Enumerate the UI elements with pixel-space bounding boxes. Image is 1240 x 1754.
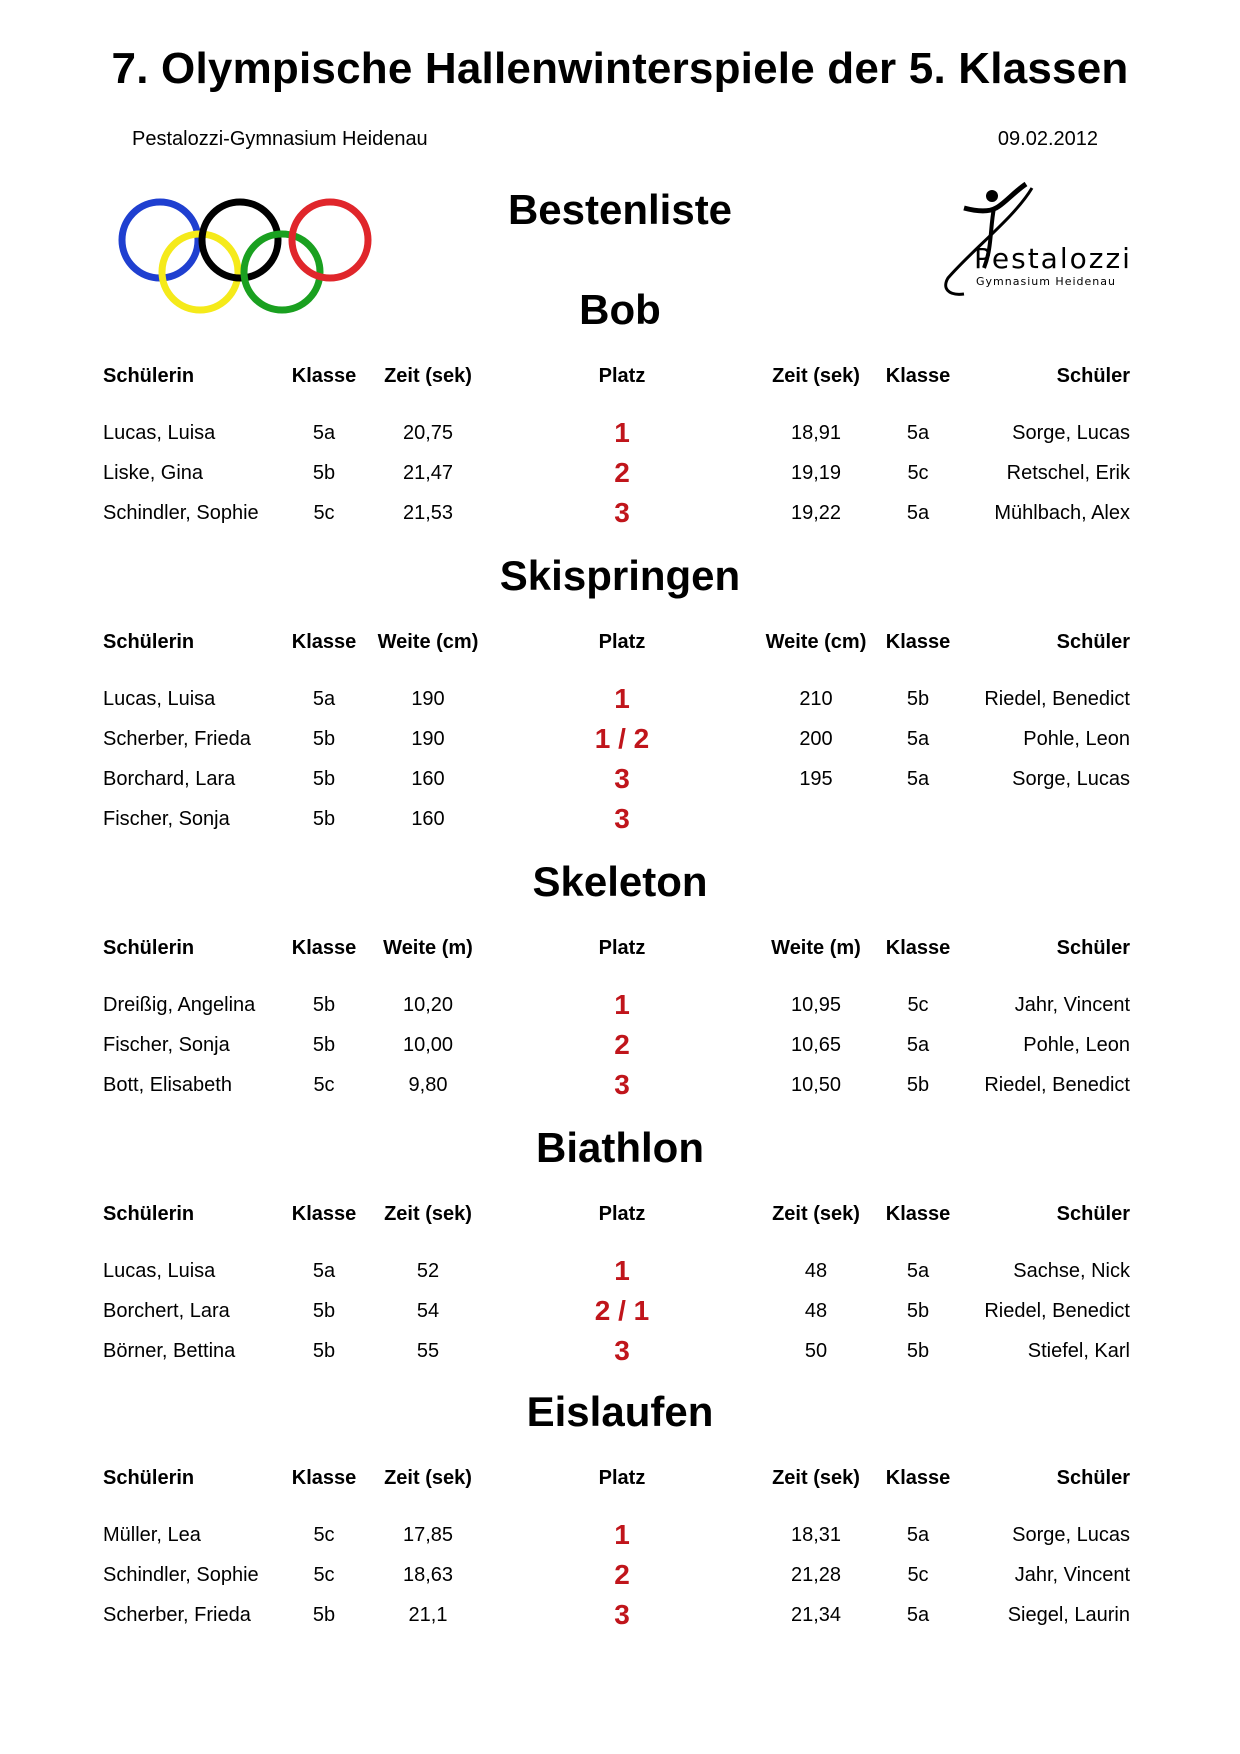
cell-class-girl: 5b <box>312 1604 336 1626</box>
cell-class-girl: 5b <box>312 994 336 1016</box>
header-value-girl: Weite (cm) <box>377 631 479 653</box>
header-class-girl: Klasse <box>291 937 357 959</box>
cell-value-girl: 9,80 <box>408 1074 448 1096</box>
cell-name-girl: Fischer, Sonja <box>103 1034 230 1056</box>
section-title: Bob <box>579 286 661 333</box>
cell-value-boy: 19,22 <box>790 502 842 524</box>
header-class-boy: Klasse <box>885 365 951 387</box>
cell-class-boy: 5a <box>906 768 930 790</box>
header-name-girl: Schülerin <box>103 937 195 959</box>
header-value-boy: Zeit (sek) <box>772 1203 860 1225</box>
cell-name-boy: Riedel, Benedict <box>984 1300 1130 1322</box>
cell-class-boy: 5a <box>906 1260 930 1282</box>
cell-class-girl: 5b <box>312 1300 336 1322</box>
cell-value-girl: 160 <box>411 768 445 790</box>
cell-value-girl: 10,00 <box>402 1034 454 1056</box>
school-name: Pestalozzi-Gymnasium Heidenau <box>132 128 428 150</box>
cell-place: 3 <box>614 763 630 794</box>
table-row <box>0 683 1240 714</box>
cell-class-girl: 5b <box>312 768 336 790</box>
header-place: Platz <box>598 631 646 653</box>
header-name-boy: Schüler <box>1056 631 1130 653</box>
cell-value-girl: 55 <box>416 1340 440 1362</box>
header-value-girl: Weite (m) <box>383 937 473 959</box>
cell-class-boy: 5c <box>907 994 929 1016</box>
cell-place: 1 <box>614 683 630 714</box>
cell-value-boy: 200 <box>799 728 833 750</box>
header-value-boy: Zeit (sek) <box>772 365 860 387</box>
cell-name-boy: Riedel, Benedict <box>984 1074 1130 1096</box>
table-header <box>0 629 1240 655</box>
cell-name-girl: Fischer, Sonja <box>103 808 230 830</box>
cell-value-boy: 10,95 <box>790 994 842 1016</box>
cell-name-boy: Retschel, Erik <box>1006 462 1130 484</box>
table-header <box>0 1201 1240 1227</box>
cell-class-boy: 5b <box>906 1074 930 1096</box>
cell-place: 1 / 2 <box>594 723 650 754</box>
cell-name-girl: Schindler, Sophie <box>103 502 259 524</box>
header-class-girl: Klasse <box>291 365 357 387</box>
cell-value-boy: 18,91 <box>790 422 842 444</box>
table-row <box>0 1559 1240 1590</box>
cell-name-boy: Pohle, Leon <box>1023 1034 1130 1056</box>
cell-name-boy: Sorge, Lucas <box>1012 768 1130 790</box>
cell-class-boy: 5a <box>906 728 930 750</box>
table-row <box>0 1295 1240 1326</box>
cell-name-girl: Lucas, Luisa <box>103 1260 216 1282</box>
cell-value-boy: 48 <box>804 1300 828 1322</box>
header-name-girl: Schülerin <box>103 1467 195 1489</box>
cell-place: 3 <box>614 1069 630 1100</box>
cell-name-boy: Pohle, Leon <box>1023 728 1130 750</box>
header-name-girl: Schülerin <box>103 631 195 653</box>
table-row <box>0 1069 1240 1100</box>
cell-name-girl: Bott, Elisabeth <box>103 1074 232 1096</box>
cell-name-girl: Borchard, Lara <box>103 768 236 790</box>
cell-place: 3 <box>614 1335 630 1366</box>
header-class-girl: Klasse <box>291 1203 357 1225</box>
cell-name-girl: Scherber, Frieda <box>103 728 251 750</box>
header-class-boy: Klasse <box>885 631 951 653</box>
cell-place: 1 <box>614 1255 630 1286</box>
header-name-boy: Schüler <box>1056 937 1130 959</box>
cell-class-boy: 5a <box>906 1034 930 1056</box>
cell-value-girl: 190 <box>411 688 445 710</box>
section-title: Skispringen <box>499 552 741 599</box>
table-header <box>0 363 1240 389</box>
cell-name-girl: Börner, Bettina <box>103 1340 236 1362</box>
header-value-boy: Zeit (sek) <box>772 1467 860 1489</box>
cell-value-boy: 10,50 <box>790 1074 842 1096</box>
cell-class-girl: 5a <box>312 688 336 710</box>
event-date: 09.02.2012 <box>997 128 1098 150</box>
header-value-girl: Zeit (sek) <box>384 1467 472 1489</box>
cell-class-girl: 5b <box>312 1034 336 1056</box>
cell-place: 1 <box>614 417 630 448</box>
cell-name-girl: Dreißig, Angelina <box>103 994 256 1016</box>
table-row <box>0 497 1240 528</box>
header-value-boy: Weite (cm) <box>765 631 867 653</box>
cell-class-girl: 5a <box>312 422 336 444</box>
cell-name-girl: Schindler, Sophie <box>103 1564 259 1586</box>
header-name-girl: Schülerin <box>103 1203 195 1225</box>
cell-value-girl: 10,20 <box>402 994 454 1016</box>
cell-name-boy: Sorge, Lucas <box>1012 1524 1130 1546</box>
cell-value-boy: 18,31 <box>790 1524 842 1546</box>
table-header <box>0 935 1240 961</box>
table-row <box>0 457 1240 488</box>
cell-value-boy: 10,65 <box>790 1034 842 1056</box>
header-place: Platz <box>598 1467 646 1489</box>
cell-class-boy: 5a <box>906 502 930 524</box>
cell-class-boy: 5c <box>907 462 929 484</box>
header-name-boy: Schüler <box>1056 1203 1130 1225</box>
cell-name-boy: Riedel, Benedict <box>984 688 1130 710</box>
logo-subtitle: Gymnasium Heidenau <box>976 275 1116 288</box>
cell-class-boy: 5c <box>907 1564 929 1586</box>
cell-value-girl: 21,1 <box>408 1604 448 1626</box>
cell-name-girl: Lucas, Luisa <box>103 688 216 710</box>
cell-name-girl: Müller, Lea <box>103 1524 201 1546</box>
cell-class-girl: 5c <box>313 502 335 524</box>
cell-value-girl: 20,75 <box>402 422 454 444</box>
header-name-girl: Schülerin <box>103 365 195 387</box>
table-row <box>0 803 1240 834</box>
header-value-boy: Weite (m) <box>771 937 861 959</box>
cell-class-boy: 5a <box>906 1604 930 1626</box>
cell-name-boy: Mühlbach, Alex <box>994 502 1130 524</box>
header-place: Platz <box>598 365 646 387</box>
header-class-girl: Klasse <box>291 631 357 653</box>
cell-class-girl: 5b <box>312 462 336 484</box>
cell-place: 1 <box>614 1519 630 1550</box>
cell-class-girl: 5c <box>313 1564 335 1586</box>
cell-place: 3 <box>614 803 630 834</box>
cell-class-girl: 5b <box>312 808 336 830</box>
cell-value-boy: 48 <box>804 1260 828 1282</box>
cell-value-girl: 52 <box>416 1260 440 1282</box>
list-title: Bestenliste <box>507 186 733 233</box>
table-row <box>0 1599 1240 1630</box>
cell-place: 2 <box>614 1559 630 1590</box>
cell-place: 3 <box>614 497 630 528</box>
cell-place: 2 <box>614 1029 630 1060</box>
cell-value-boy: 195 <box>799 768 833 790</box>
cell-class-girl: 5c <box>313 1074 335 1096</box>
table-row <box>0 1519 1240 1550</box>
table-row <box>0 1335 1240 1366</box>
cell-class-boy: 5b <box>906 688 930 710</box>
cell-name-girl: Borchert, Lara <box>103 1300 230 1322</box>
cell-value-girl: 18,63 <box>402 1564 454 1586</box>
section-title: Biathlon <box>536 1124 704 1171</box>
header-class-boy: Klasse <box>885 937 951 959</box>
cell-class-boy: 5a <box>906 422 930 444</box>
cell-value-girl: 21,53 <box>402 502 454 524</box>
header-name-boy: Schüler <box>1056 1467 1130 1489</box>
cell-name-boy: Sorge, Lucas <box>1012 422 1130 444</box>
header-place: Platz <box>598 1203 646 1225</box>
cell-class-girl: 5a <box>312 1260 336 1282</box>
cell-value-girl: 54 <box>416 1300 440 1322</box>
header-name-boy: Schüler <box>1056 365 1130 387</box>
cell-value-boy: 210 <box>799 688 833 710</box>
header-class-girl: Klasse <box>291 1467 357 1489</box>
cell-name-boy: Jahr, Vincent <box>1014 994 1130 1016</box>
section-title: Eislaufen <box>526 1388 714 1435</box>
table-row <box>0 763 1240 794</box>
header-value-girl: Zeit (sek) <box>384 1203 472 1225</box>
table-row <box>0 723 1240 754</box>
section-title: Skeleton <box>532 858 708 905</box>
cell-value-boy: 50 <box>804 1340 828 1362</box>
table-header <box>0 1465 1240 1491</box>
table-row <box>0 1029 1240 1060</box>
cell-name-girl: Scherber, Frieda <box>103 1604 251 1626</box>
table-row <box>0 417 1240 448</box>
header-class-boy: Klasse <box>885 1467 951 1489</box>
cell-value-boy: 21,34 <box>790 1604 842 1626</box>
cell-class-girl: 5b <box>312 728 336 750</box>
cell-class-boy: 5b <box>906 1340 930 1362</box>
cell-place: 1 <box>614 989 630 1020</box>
header-value-girl: Zeit (sek) <box>384 365 472 387</box>
cell-name-girl: Liske, Gina <box>103 462 204 484</box>
cell-value-girl: 190 <box>411 728 445 750</box>
cell-place: 2 <box>614 457 630 488</box>
cell-value-boy: 21,28 <box>790 1564 842 1586</box>
cell-class-girl: 5c <box>313 1524 335 1546</box>
header-place: Platz <box>598 937 646 959</box>
cell-place: 3 <box>614 1599 630 1630</box>
cell-name-boy: Sachse, Nick <box>1013 1260 1130 1282</box>
cell-value-girl: 17,85 <box>402 1524 454 1546</box>
cell-value-girl: 160 <box>411 808 445 830</box>
cell-name-boy: Siegel, Laurin <box>1007 1604 1130 1626</box>
cell-class-boy: 5b <box>906 1300 930 1322</box>
table-row <box>0 1255 1240 1286</box>
header-class-boy: Klasse <box>885 1203 951 1225</box>
table-row <box>0 989 1240 1020</box>
page-title: 7. Olympische Hallenwinterspiele der 5. Klassen <box>111 44 1129 93</box>
cell-value-girl: 21,47 <box>402 462 454 484</box>
cell-class-boy: 5a <box>906 1524 930 1546</box>
cell-place: 2 / 1 <box>594 1295 650 1326</box>
cell-name-boy: Stiefel, Karl <box>1027 1340 1130 1362</box>
cell-name-girl: Lucas, Luisa <box>103 422 216 444</box>
cell-value-boy: 19,19 <box>790 462 842 484</box>
cell-class-girl: 5b <box>312 1340 336 1362</box>
logo-name: Pestalozzi <box>974 242 1132 275</box>
cell-name-boy: Jahr, Vincent <box>1014 1564 1130 1586</box>
